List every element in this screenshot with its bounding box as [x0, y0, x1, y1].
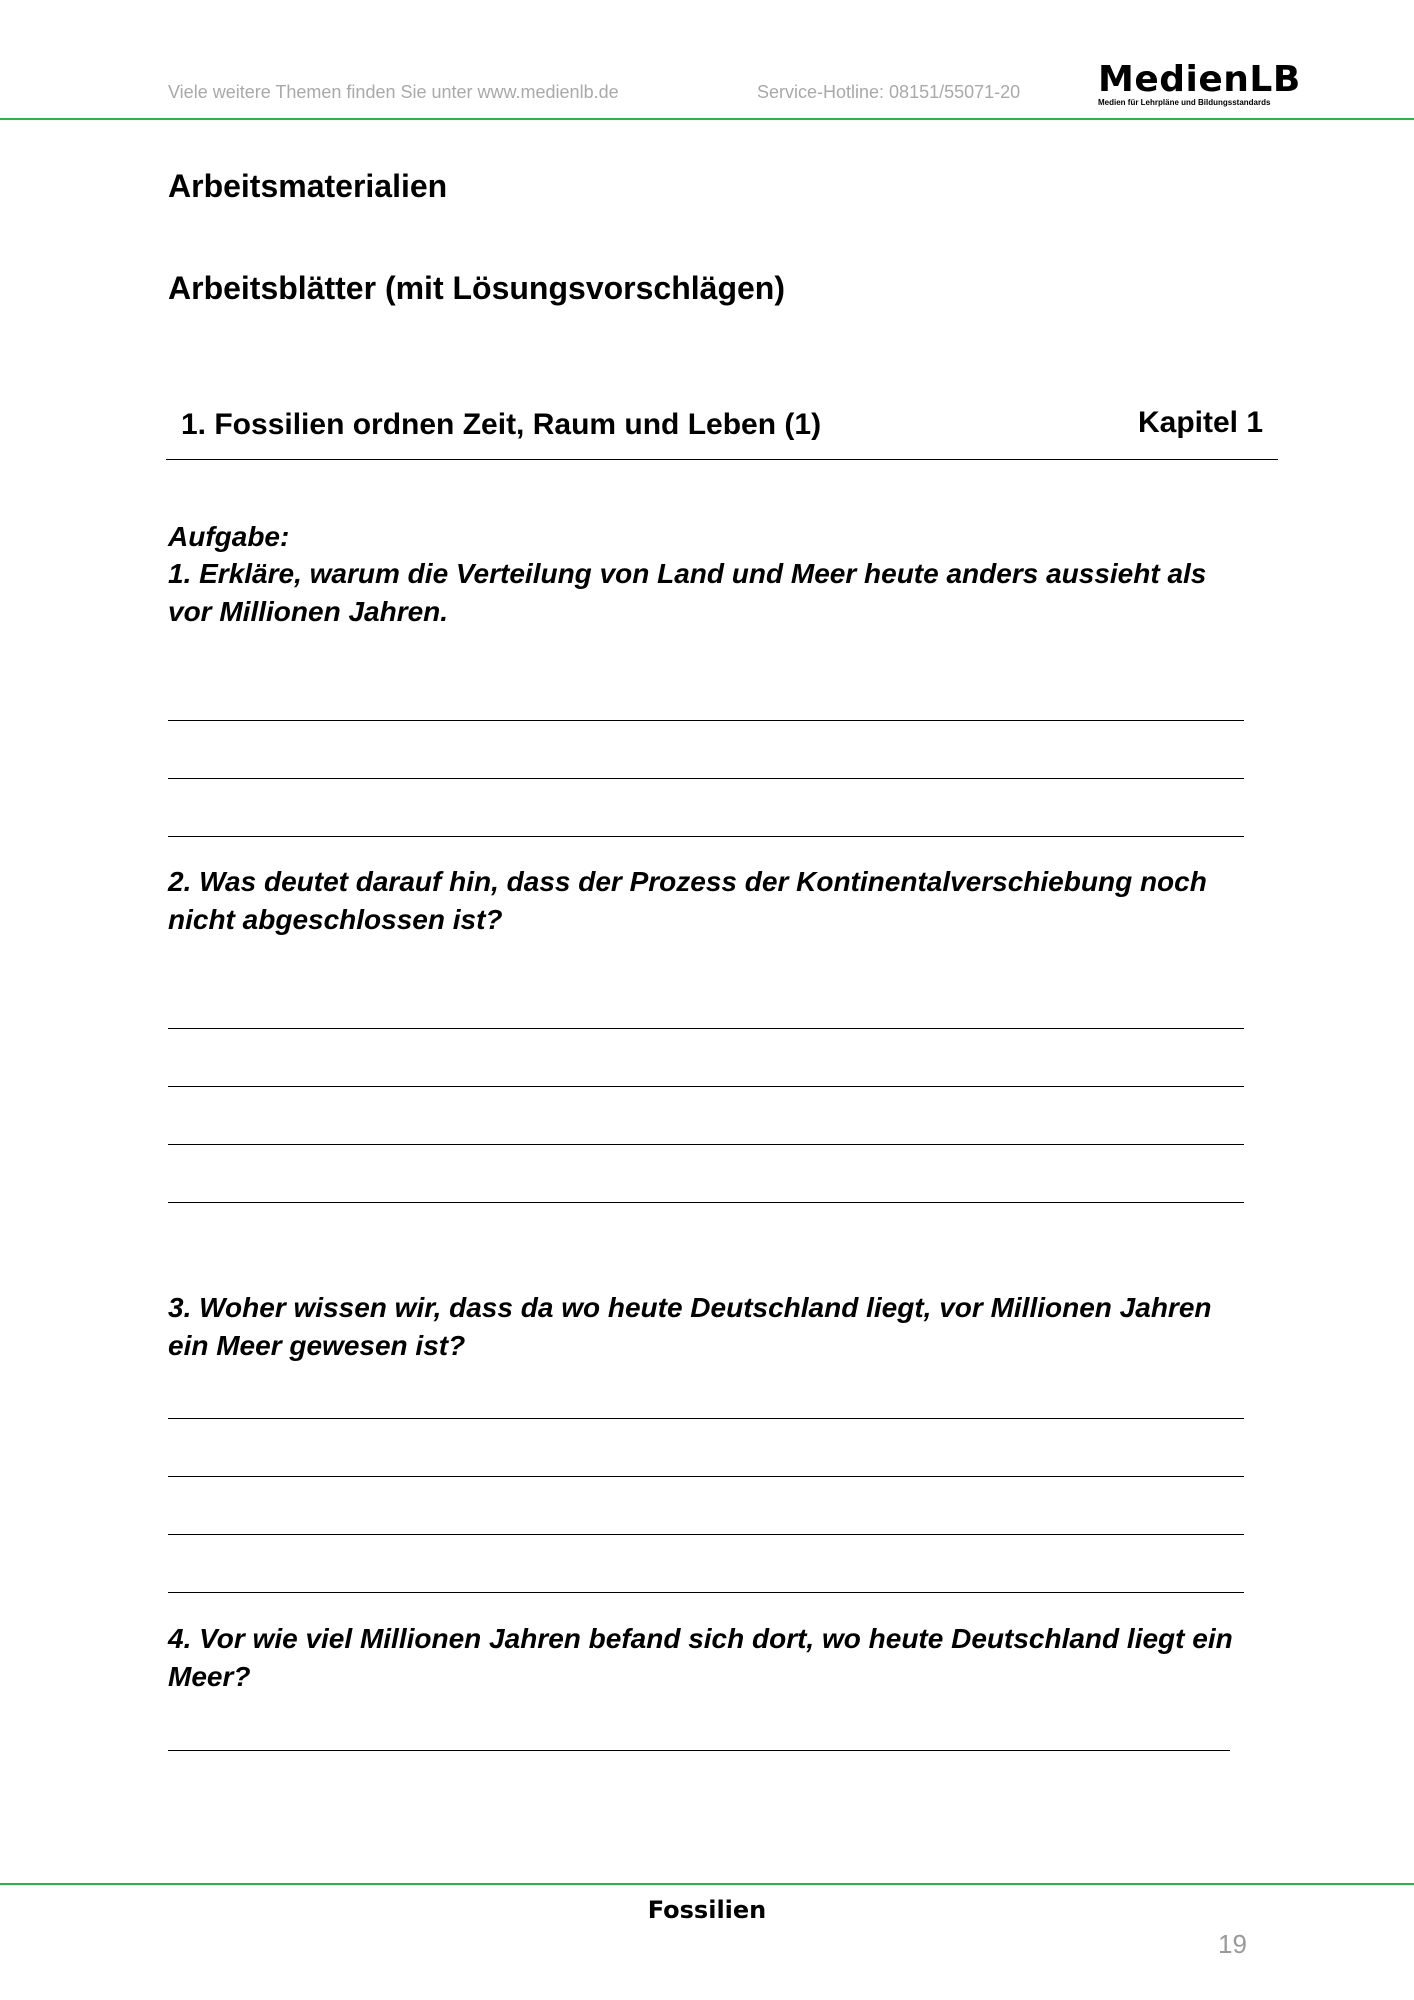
section-divider [166, 459, 1278, 460]
answer-line[interactable] [168, 778, 1244, 779]
header-website-text: Viele weitere Themen finden Sie unter www.medienlb.de [168, 82, 619, 102]
answer-line[interactable] [168, 1086, 1244, 1087]
question-4: 4. Vor wie viel Millionen Jahren befand sich dort, wo heute Deutschland liegt ein Meer? [168, 1623, 1233, 1692]
footer-divider [0, 1883, 1414, 1885]
page-number: 19 [1218, 1929, 1247, 1959]
page-subtitle: Arbeitsblätter (mit Lösungsvorschlägen) [168, 270, 785, 306]
header-hotline-text: Service-Hotline: 08151/55071-20 [757, 82, 1021, 102]
answer-line[interactable] [168, 1592, 1244, 1593]
question-3: 3. Woher wissen wir, dass da wo heute Deutschland liegt, vor Millionen Jahren ein Meer gewesen ist? [168, 1292, 1212, 1361]
logo-subtitle: Medien für Lehrpläne und Bildungsstandards [1098, 98, 1271, 107]
footer-title: Fossilien [647, 1896, 767, 1924]
answer-line[interactable] [168, 1202, 1244, 1203]
answer-line[interactable] [168, 1144, 1244, 1145]
question-2: 2. Was deutet darauf hin, dass der Prozess der Kontinentalverschiebung noch nicht abgeschlossen ist? [168, 866, 1207, 935]
medienlb-logo [1098, 59, 1301, 107]
logo-wordmark: MedienLB [1098, 59, 1301, 100]
task-label: Aufgabe: [168, 521, 290, 552]
answer-line[interactable] [168, 720, 1244, 721]
answer-line[interactable] [168, 1028, 1244, 1029]
question-1: 1. Erkläre, warum die Verteilung von Land und Meer heute anders aussieht als vor Millionen Jahren. [168, 558, 1207, 627]
answer-line[interactable] [168, 1418, 1244, 1419]
answer-line[interactable] [168, 1476, 1244, 1477]
page-title: Arbeitsmaterialien [168, 168, 448, 204]
answer-line[interactable] [168, 1750, 1230, 1751]
section-title: 1. Fossilien ordnen Zeit, Raum und Leben (1) [181, 408, 822, 441]
chapter-label: Kapitel 1 [1138, 406, 1264, 439]
answer-line[interactable] [168, 836, 1244, 837]
answer-line[interactable] [168, 1534, 1244, 1535]
header-divider [0, 118, 1414, 120]
